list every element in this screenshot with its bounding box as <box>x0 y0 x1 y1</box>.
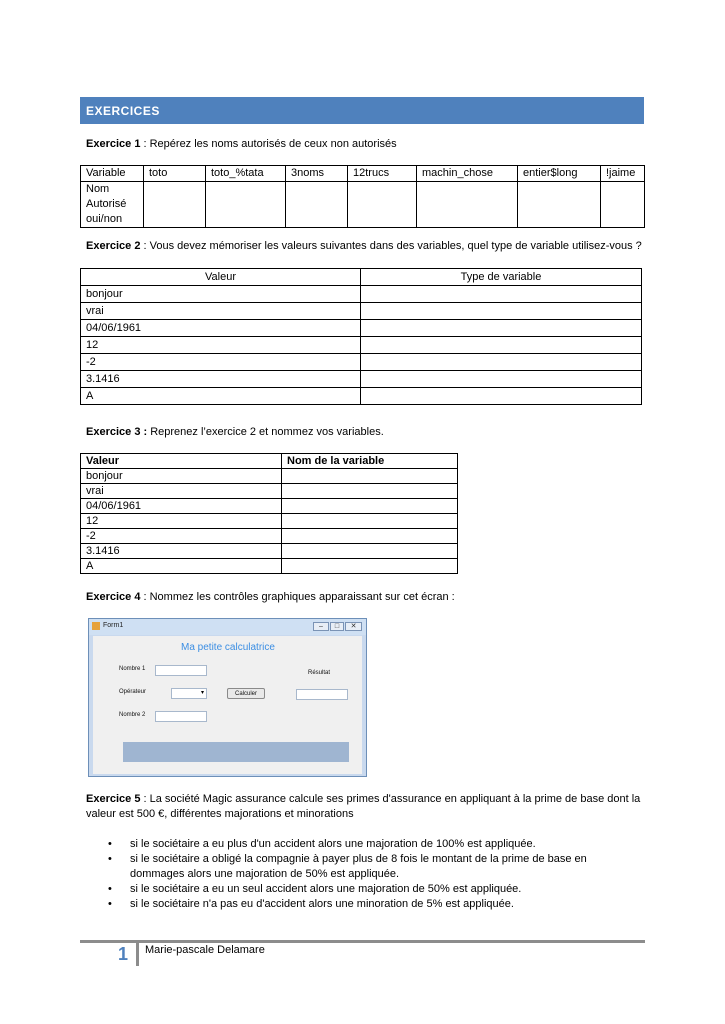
footer-divider <box>80 940 645 943</box>
answer-cell[interactable] <box>282 544 458 559</box>
footer-author: Marie-pascale Delamare <box>145 944 265 956</box>
answer-cell[interactable] <box>518 182 601 228</box>
exercise-2-prompt <box>86 239 642 254</box>
value-cell: -2 <box>81 354 361 371</box>
answer-cell[interactable] <box>282 499 458 514</box>
bullet-icon: • <box>108 883 112 895</box>
list-item-line: dommages alors une majoration de 50% est appliquée. <box>130 868 400 880</box>
exercise-3-prompt <box>86 425 384 440</box>
exercise-3-label: Exercice 3 : <box>86 426 148 438</box>
exercise-5-prompt <box>86 792 646 822</box>
answer-cell[interactable] <box>144 182 206 228</box>
answer-cell[interactable] <box>361 286 642 303</box>
section-banner <box>80 97 644 124</box>
answer-cell[interactable] <box>601 182 645 228</box>
nombre1-textbox[interactable] <box>155 665 207 676</box>
table-row <box>81 371 642 388</box>
exercise-5-line-1 <box>86 792 646 807</box>
answer-cell[interactable] <box>282 529 458 544</box>
answer-cell[interactable] <box>282 514 458 529</box>
footer-vertical-divider <box>136 940 139 966</box>
answer-cell[interactable] <box>361 337 642 354</box>
answer-cell[interactable] <box>282 559 458 574</box>
operateur-combobox[interactable] <box>171 688 207 699</box>
value-cell: 04/06/1961 <box>81 499 282 514</box>
table-row <box>81 499 458 514</box>
value-cell: A <box>81 559 282 574</box>
table-row <box>81 529 458 544</box>
table-row <box>81 544 458 559</box>
value-cell: A <box>81 388 361 405</box>
table-cell: machin_chose <box>417 166 518 182</box>
exercise-3-table <box>80 453 458 574</box>
value-cell: 12 <box>81 514 282 529</box>
exercise-4-label: Exercice 4 <box>86 591 141 603</box>
list-item-line: si le sociétaire n'a pas eu d'accident alors une minoration de 5% est appliquée. <box>130 898 514 910</box>
table-row <box>81 286 642 303</box>
exercise-5-text: : La société Magic assurance calcule ses primes d'assurance en appliquant à la prime de base dont la <box>140 793 641 805</box>
list-item-line: si le sociétaire a eu plus d'un accident alors une majoration de 100% est appliquée. <box>130 838 536 850</box>
value-cell: 3.1416 <box>81 544 282 559</box>
form-client-area <box>93 636 362 774</box>
value-cell: bonjour <box>81 286 361 303</box>
operateur-label: Opérateur <box>119 689 147 695</box>
list-item <box>86 882 646 897</box>
answer-cell[interactable] <box>417 182 518 228</box>
row-label-cell <box>81 182 144 228</box>
row-label-line: Nom <box>86 183 110 195</box>
exercise-5-bullet-list <box>86 837 646 912</box>
table-row <box>81 354 642 371</box>
table-cell: 12trucs <box>348 166 417 182</box>
exercise-1-table <box>80 165 645 228</box>
row-label-line: Autorisé <box>86 198 127 210</box>
chevron-down-icon: ▾ <box>200 690 204 696</box>
value-cell: bonjour <box>81 469 282 484</box>
list-item-line: si le sociétaire a obligé la compagnie à payer plus de 8 fois le montant de la prime de base en <box>130 853 587 865</box>
calculer-button[interactable]: Calculer <box>227 688 265 699</box>
exercise-4-text: : Nommez les contrôles graphiques apparaissant sur cet écran : <box>140 591 455 603</box>
table-cell: toto_%tata <box>206 166 286 182</box>
answer-cell[interactable] <box>361 371 642 388</box>
column-header: Valeur <box>81 454 282 469</box>
row-label-line: oui/non <box>86 213 123 225</box>
table-row <box>81 182 645 228</box>
table-cell: Variable <box>81 166 144 182</box>
answer-cell[interactable] <box>361 320 642 337</box>
table-cell: !jaime <box>601 166 645 182</box>
value-cell: -2 <box>81 529 282 544</box>
app-icon <box>92 622 100 630</box>
maximize-button[interactable]: □ <box>330 622 344 631</box>
table-header-row <box>81 454 458 469</box>
table-header-row <box>81 269 642 286</box>
answer-cell[interactable] <box>361 354 642 371</box>
table-cell: 3noms <box>286 166 348 182</box>
table-row <box>81 320 642 337</box>
exercise-1-label: Exercice 1 <box>86 138 141 150</box>
value-cell: 04/06/1961 <box>81 320 361 337</box>
list-item <box>86 897 646 912</box>
nombre2-label: Nombre 2 <box>119 712 146 718</box>
answer-cell[interactable] <box>206 182 286 228</box>
value-cell: 12 <box>81 337 361 354</box>
page-number: 1 <box>118 944 129 964</box>
bullet-icon: • <box>108 853 112 865</box>
exercise-5-line-2: valeur est 500 €, différentes majorations et minorations <box>86 808 354 820</box>
table-row <box>81 484 458 499</box>
value-cell: 3.1416 <box>81 371 361 388</box>
nombre1-label: Nombre 1 <box>119 666 146 672</box>
table-row <box>81 388 642 405</box>
table-row <box>81 469 458 484</box>
bullet-icon: • <box>108 838 112 850</box>
answer-cell[interactable] <box>361 388 642 405</box>
answer-cell[interactable] <box>286 182 348 228</box>
table-row <box>81 514 458 529</box>
window-title: Form1 <box>103 622 124 629</box>
table-row <box>81 303 642 320</box>
exercise-2-table <box>80 268 642 405</box>
list-item <box>86 837 646 852</box>
resultat-label: Résultat <box>308 670 331 676</box>
column-header: Nom de la variable <box>282 454 458 469</box>
form-heading-label: Ma petite calculatrice <box>181 642 275 653</box>
exercise-3-text: Reprenez l’exercice 2 et nommez vos variables. <box>147 426 384 438</box>
column-header: Type de variable <box>361 269 642 286</box>
nombre2-textbox[interactable] <box>155 711 207 722</box>
answer-cell[interactable] <box>348 182 417 228</box>
banner-title: EXERCICES <box>86 104 160 118</box>
answer-cell[interactable] <box>282 484 458 499</box>
exercise-2-text: : Vous devez mémoriser les valeurs suivantes dans des variables, quel type de variable utilisez-vous ? <box>140 240 642 252</box>
table-cell: toto <box>144 166 206 182</box>
minimize-button[interactable]: – <box>313 622 329 631</box>
value-cell: vrai <box>81 303 361 320</box>
exercise-2-label: Exercice 2 <box>86 240 141 252</box>
exercise-4-prompt <box>86 590 455 605</box>
value-cell: vrai <box>81 484 282 499</box>
exercise-1-text: : Repérez les noms autorisés de ceux non autorisés <box>140 138 397 150</box>
column-header: Valeur <box>81 269 361 286</box>
result-panel <box>123 742 349 762</box>
exercise-1-prompt <box>86 137 397 152</box>
table-row <box>81 559 458 574</box>
table-row <box>81 166 645 182</box>
table-cell: entier$long <box>518 166 601 182</box>
answer-cell[interactable] <box>361 303 642 320</box>
answer-cell[interactable] <box>282 469 458 484</box>
bullet-icon: • <box>108 898 112 910</box>
window-titlebar <box>89 619 366 635</box>
list-item <box>86 852 646 882</box>
close-button[interactable]: ✕ <box>345 622 362 631</box>
list-item-line: si le sociétaire a eu un seul accident alors une majoration de 50% est appliquée. <box>130 883 522 895</box>
form-screenshot <box>88 618 367 777</box>
exercise-5-label: Exercice 5 <box>86 793 141 805</box>
table-row <box>81 337 642 354</box>
resultat-textbox[interactable] <box>296 689 348 700</box>
